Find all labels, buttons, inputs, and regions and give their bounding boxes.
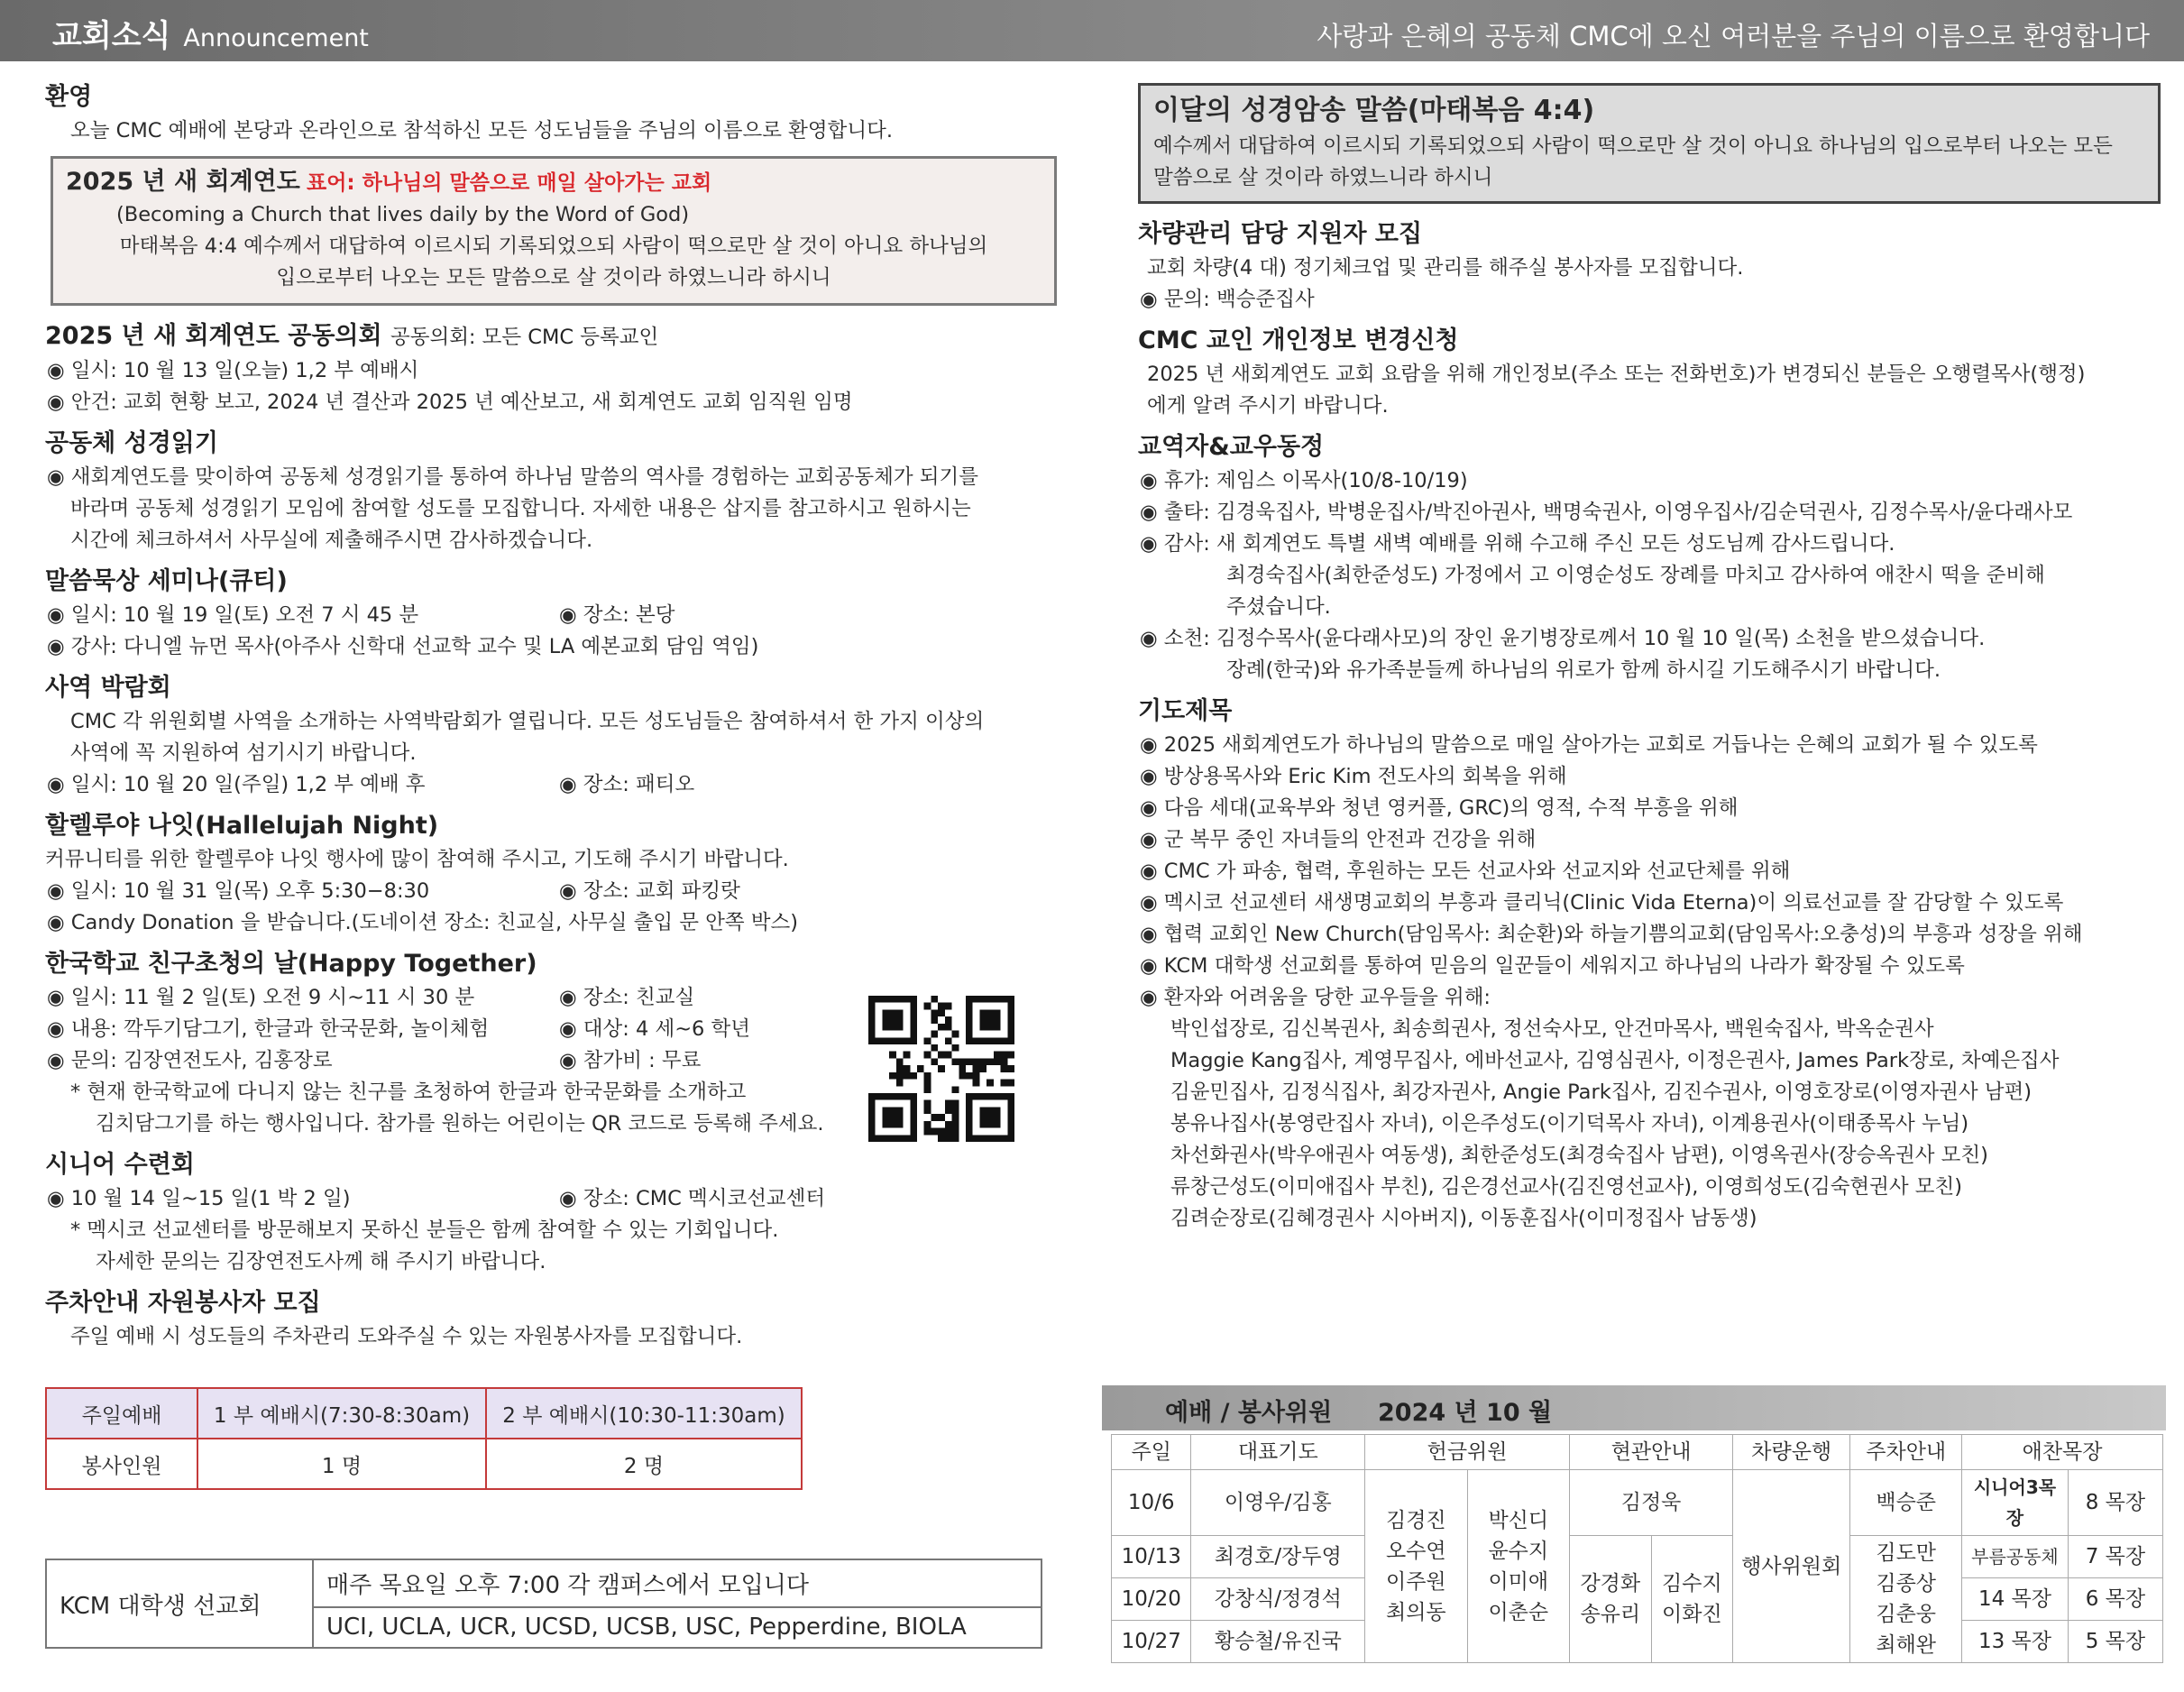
memory-line: 말씀으로 살 것이라 하였느니라 하시니 — [1153, 166, 1493, 189]
section-title: 환영 — [45, 83, 93, 111]
section-title: 시니어 수련회 — [45, 1151, 195, 1179]
table-header: 주일 — [1112, 1435, 1191, 1470]
kcm-campuses: UCI, UCLA, UCR, UCSD, UCSB, USC, Pepperdine, BIOLA — [313, 1607, 1042, 1648]
school-place: ◉ 장소: 친교실 — [557, 982, 694, 1014]
table-cell: 7 목장 — [2068, 1536, 2162, 1578]
prayer-item: ◉ 멕시코 선교센터 새생명교회의 부흥과 클리닉(Clinic Vida Eterna)이 의료선교를 잘 감당할 수 있도록 — [1138, 887, 2161, 919]
section-title: 차량관리 담당 지원자 모집 — [1138, 220, 1423, 248]
parking-section — [45, 1285, 1064, 1353]
senior-date: ◉ 10 월 14 일~15 일(1 박 2 일) — [45, 1183, 557, 1215]
motto-verse-line: 입으로부터 나오는 모든 말씀으로 살 것이라 하였느니라 하시니 — [276, 266, 831, 290]
prayer-item: ◉ 환자와 어려움을 당한 교우들을 위해: — [1138, 982, 2161, 1014]
hallelujah-line: 커뮤니티를 위한 할렐루야 나잇 행사에 많이 참여해 주시고, 기도해 주시기 바랍니다. — [45, 848, 789, 871]
table-cell: 14 목장 — [1962, 1578, 2069, 1621]
vehicle-section — [1138, 216, 2161, 316]
school-contact: ◉ 문의: 김장연전도사, 김홍장로 — [45, 1045, 557, 1077]
expo-place: ◉ 장소: 패티오 — [557, 769, 694, 801]
prayer-item: ◉ 2025 새회계연도가 하나님의 말씀으로 매일 살아가는 교회로 거듭나는 은혜의 교회가 될 수 있도록 — [1138, 730, 2161, 761]
vehicle-line: 교회 차량(4 대) 정기체크업 및 관리를 해주실 봉사자를 모집합니다. — [1147, 256, 1744, 280]
section-title: 사역 박람회 — [45, 674, 171, 702]
qr-code[interactable] — [868, 996, 1014, 1142]
kcm-when: 매주 목요일 오후 7:00 각 캠퍼스에서 모입니다 — [313, 1559, 1042, 1607]
section-subtitle: 공동의회: 모든 CMC 등록교인 — [390, 326, 659, 349]
parking-text: 주일 예배 시 성도들의 주차관리 도와주실 수 있는 자원봉사자를 모집합니다. — [70, 1325, 743, 1348]
table-cell: 2 명 — [486, 1439, 802, 1489]
table-row — [1112, 1536, 2163, 1578]
seminar-section — [45, 564, 1064, 663]
hallelujah-place: ◉ 장소: 교회 파킹랏 — [557, 876, 740, 907]
seminar-place: ◉ 장소: 본당 — [557, 600, 674, 631]
section-title: 2025 년 새 회계연도 공동의회 — [45, 322, 382, 350]
table-cell: 김경진 오수연 이주원 최의동 — [1365, 1470, 1467, 1663]
table-cell: 시니어3목장 — [1962, 1470, 2069, 1536]
table-row — [1112, 1470, 2163, 1536]
table-cell: 10/6 — [1112, 1470, 1191, 1536]
section-title: 할렐루야 나잇(Hallelujah Night) — [45, 812, 439, 840]
privacy-section — [1138, 323, 2161, 422]
reading-line: 바라며 공동체 성경읽기 모임에 참여할 성도를 모집합니다. 자세한 내용은 삽지를 참고하시고 원하시는 — [70, 497, 971, 520]
schedule-month: 2024 년 10 월 — [1378, 1399, 1553, 1427]
vehicle-contact: ◉ 문의: 백승준집사 — [1138, 284, 2161, 316]
table-header: 헌금위원 — [1365, 1435, 1570, 1470]
senior-place: ◉ 장소: CMC 멕시코선교센터 — [557, 1183, 825, 1215]
table-header: 애찬목장 — [1962, 1435, 2163, 1470]
reading-line: 시간에 체크하셔서 사무실에 제출해주시면 감사하겠습니다. — [70, 529, 593, 552]
patient-line: 봉유나집사(봉영란집사 자녀), 이은주성도(이기덕목사 자녀), 이계용권사(이태종목사 누님) — [1170, 1112, 1969, 1136]
schedule-header — [1102, 1385, 2166, 1430]
prayer-item: ◉ KCM 대학생 선교회를 통하여 믿음의 일꾼들이 세워지고 하나님의 나라가 확장될 수 있도록 — [1138, 951, 2161, 982]
privacy-line: 에게 알려 주시기 바랍니다. — [1147, 394, 1389, 418]
prayer-section — [1138, 694, 2161, 1235]
schedule-table — [1111, 1434, 2163, 1663]
hallelujah-section — [45, 808, 1064, 939]
patient-line: 차선화권사(박우애권사 여동생), 최한준성도(최경숙집사 남편), 이영옥권사(장승옥권사 모친) — [1170, 1144, 1988, 1167]
reading-line: ◉ 새회계연도를 맞이하여 공동체 성경읽기를 통하여 하나님 말씀의 역사를 경험하는 교회공동체가 되기를 — [45, 462, 1064, 493]
table-header: 주차안내 — [1850, 1435, 1962, 1470]
left-column — [45, 79, 1064, 1360]
news-death: 장례(한국)와 유가족분들께 하나님의 위로가 함께 하시길 기도해주시기 바랍니다. — [1226, 658, 1941, 682]
hallelujah-candy: ◉ Candy Donation 을 받습니다.(도네이션 장소: 친교실, 사무실 출입 문 안쪽 박스) — [45, 907, 1064, 939]
news-thanks: ◉ 감사: 새 회계연도 특별 새벽 예배를 위해 수고해 주신 모든 성도님께 감사드립니다. — [1138, 529, 2161, 560]
table-header: 현관안내 — [1570, 1435, 1733, 1470]
table-cell: 10/20 — [1112, 1578, 1191, 1621]
school-fee: ◉ 참가비 : 무료 — [557, 1045, 701, 1077]
school-note: 김치담그기를 하는 행사입니다. 참가를 원하는 어린이는 QR 코드로 등록해 주세요. — [96, 1112, 824, 1136]
table-cell: 강경화 송유리 — [1570, 1536, 1652, 1663]
patient-line: Maggie Kang집사, 계영무집사, 에바선교사, 김영심권사, 이정은권사, James Park장로, 차예은집사 — [1170, 1049, 2060, 1072]
table-cell: 6 목장 — [2068, 1578, 2162, 1621]
page-title: 교회소식 Announcement — [52, 18, 369, 54]
section-title: 말씀묵상 세미나(큐티) — [45, 567, 288, 595]
table-cell: 이영우/김홍 — [1191, 1470, 1365, 1536]
table-cell: 10/27 — [1112, 1621, 1191, 1663]
table-cell: 봉사인원 — [46, 1439, 197, 1489]
table-cell: 2 부 예배시(10:30-11:30am) — [486, 1388, 802, 1439]
kcm-table — [45, 1559, 1042, 1649]
news-thanks: 주셨습니다. — [1226, 595, 1331, 619]
table-cell: 강창식/정경석 — [1191, 1578, 1365, 1621]
table-cell: 박신디 윤수지 이미애 이춘순 — [1467, 1470, 1569, 1663]
senior-note: 자세한 문의는 김장연전도사께 해 주시기 바랍니다. — [96, 1250, 546, 1274]
reading-section — [45, 426, 1064, 556]
privacy-line: 2025 년 새회계연도 교회 요람을 위해 개인정보(주소 또는 전화번호)가 변경되신 분들은 오행렬목사(행정) — [1147, 363, 2086, 386]
table-cell: 8 목장 — [2068, 1470, 2162, 1536]
page-subtitle: Announcement — [183, 24, 369, 52]
table-cell: 행사위원회 — [1733, 1470, 1850, 1663]
patient-line: 김윤민집사, 김정식집사, 최강자권사, Angie Park집사, 김진수권사, 이영호장로(이영자권사 남편) — [1170, 1080, 2033, 1104]
section-title: 공동체 성경읽기 — [45, 429, 218, 457]
table-cell: 1 명 — [197, 1439, 486, 1489]
right-column — [1138, 83, 2161, 1242]
table-cell: 1 부 예배시(7:30-8:30am) — [197, 1388, 486, 1439]
prayer-item: ◉ CMC 가 파송, 협력, 후원하는 모든 선교사와 선교지와 선교단체를 위해 — [1138, 856, 2161, 887]
table-header: 대표기도 — [1191, 1435, 1365, 1470]
table-cell: 13 목장 — [1962, 1621, 2069, 1663]
memory-line: 예수께서 대답하여 이르시되 기록되었으되 사람이 떡으로만 살 것이 아니요 하나님의 입으로부터 나오는 모든 — [1153, 134, 2113, 158]
section-text: 오늘 CMC 예배에 본당과 온라인으로 참석하신 모든 성도님들을 주님의 이름으로 환영합니다. — [70, 119, 893, 143]
header-bar — [0, 0, 2184, 61]
patient-line: 박인섭장로, 김신복권사, 최송희권사, 정선숙사모, 안건마목사, 백원숙집사, 박옥순권사 — [1170, 1017, 1934, 1041]
memory-verse-box — [1138, 83, 2161, 204]
parking-table — [45, 1387, 803, 1490]
expo-line: CMC 각 위원회별 사역을 소개하는 사역박람회가 열립니다. 모든 성도님들은 참여하셔서 한 가지 이상의 — [70, 710, 985, 733]
school-note: * 현재 한국학교에 다니지 않는 친구를 초청하여 한글과 한국문화를 소개하고 — [70, 1080, 747, 1104]
senior-section — [45, 1147, 1064, 1278]
table-cell: 주일예배 — [46, 1388, 197, 1439]
memory-title: 이달의 성경암송 말씀(마태복음 4:4) — [1153, 95, 1595, 126]
section-title: 기도제목 — [1138, 697, 1233, 725]
motto-english: (Becoming a Church that lives daily by the Word of God) — [116, 203, 690, 226]
motto-text: 표어: 하나님의 말씀으로 매일 살아가는 교회 — [307, 171, 712, 195]
table-header: 차량운행 — [1733, 1435, 1850, 1470]
prayer-item: ◉ 협력 교회인 New Church(담임목사: 최순환)와 하늘기쁨의교회(담임목사:오충성)의 부흥과 성장을 위해 — [1138, 919, 2161, 951]
seminar-date: ◉ 일시: 10 월 19 일(토) 오전 7 시 45 분 — [45, 600, 557, 631]
welcome-section — [45, 79, 1064, 147]
news-vacation: ◉ 휴가: 제임스 이목사(10/8-10/19) — [1138, 465, 2161, 497]
senior-note: * 멕시코 선교센터를 방문해보지 못하신 분들은 함께 참여할 수 있는 기회입니다. — [70, 1218, 779, 1242]
table-cell: 김수지 이화진 — [1651, 1536, 1733, 1663]
table-cell: 5 목장 — [2068, 1621, 2162, 1663]
school-content: ◉ 내용: 깍두기담그기, 한글과 한국문화, 놀이체험 — [45, 1014, 557, 1045]
section-title: CMC 교인 개인정보 변경신청 — [1138, 326, 1459, 354]
meeting-agenda: ◉ 안건: 교회 현황 보고, 2024 년 결산과 2025 년 예산보고, 새 회계연도 교회 임직원 임명 — [45, 387, 1064, 418]
kcm-name: KCM 대학생 선교회 — [46, 1559, 313, 1648]
patient-line: 김려순장로(김혜경권사 시아버지), 이동훈집사(이미정집사 남동생) — [1170, 1207, 1757, 1230]
section-title: 한국학교 친구초청의 날(Happy Together) — [45, 950, 537, 978]
school-date: ◉ 일시: 11 월 2 일(토) 오전 9 시~11 시 30 분 — [45, 982, 557, 1014]
expo-line: 사역에 꼭 지원하여 섬기시기 바랍니다. — [70, 741, 417, 765]
table-cell: 김도만 김종상 김춘웅 최해완 — [1850, 1536, 1962, 1663]
table-cell: 10/13 — [1112, 1536, 1191, 1578]
prayer-item: ◉ 다음 세대(교육부와 청년 영커플, GRC)의 영적, 수적 부흥을 위해 — [1138, 793, 2161, 824]
table-cell: 황승철/유진국 — [1191, 1621, 1365, 1663]
section-title: 주차안내 자원봉사자 모집 — [45, 1289, 321, 1317]
prayer-item: ◉ 방상용목사와 Eric Kim 전도사의 회복을 위해 — [1138, 761, 2161, 793]
seminar-speaker: ◉ 강사: 다니엘 뉴먼 목사(아주사 신학대 선교학 교수 및 LA 예본교회 담임 역임) — [45, 631, 1064, 663]
section-title: 교역자&교우동정 — [1138, 433, 1325, 461]
motto-title: 2025 년 새 회계연도 — [66, 168, 300, 196]
news-trip: ◉ 출타: 김경욱집사, 박병운집사/박진아권사, 백명숙권사, 이영우집사/김순덕권사, 김정수목사/윤다래사모 — [1138, 497, 2161, 529]
table-cell: 부름공동체 — [1962, 1536, 2069, 1578]
table-cell: 최경호/장두영 — [1191, 1536, 1365, 1578]
motto-box — [50, 156, 1057, 306]
schedule-label: 예배 / 봉사위원 — [1165, 1399, 1333, 1427]
expo-date: ◉ 일시: 10 월 20 일(주일) 1,2 부 예배 후 — [45, 769, 557, 801]
meeting-date: ◉ 일시: 10 월 13 일(오늘) 1,2 부 예배시 — [45, 355, 1064, 387]
news-thanks: 최경숙집사(최한준성도) 가정에서 고 이영순성도 장례를 마치고 감사하여 애찬시 떡을 준비해 — [1226, 564, 2045, 587]
table-cell: 김정욱 — [1570, 1470, 1733, 1536]
table-cell: 백승준 — [1850, 1470, 1962, 1536]
school-target: ◉ 대상: 4 세~6 학년 — [557, 1014, 750, 1045]
news-section — [1138, 429, 2161, 686]
prayer-item: ◉ 군 복무 중인 자녀들의 안전과 건강을 위해 — [1138, 824, 2161, 856]
welcome-banner: 사랑과 은혜의 공동체 CMC에 오신 여러분을 주님의 이름으로 환영합니다 — [1317, 21, 2150, 51]
expo-section — [45, 670, 1064, 801]
patient-line: 류창근성도(이미애집사 부친), 김은경선교사(김진영선교사), 이영희성도(김숙현권사 모친) — [1170, 1175, 1963, 1199]
motto-verse-line: 마태복음 4:4 예수께서 대답하여 이르시되 기록되었으되 사람이 떡으로만 살 것이 아니요 하나님의 — [119, 234, 988, 258]
hallelujah-date: ◉ 일시: 10 월 31 일(목) 오후 5:30−8:30 — [45, 876, 557, 907]
news-death: ◉ 소천: 김정수목사(윤다래사모)의 장인 윤기병장로께서 10 월 10 일(목) 소천을 받으셨습니다. — [1138, 623, 2161, 655]
meeting-section — [45, 318, 1064, 418]
